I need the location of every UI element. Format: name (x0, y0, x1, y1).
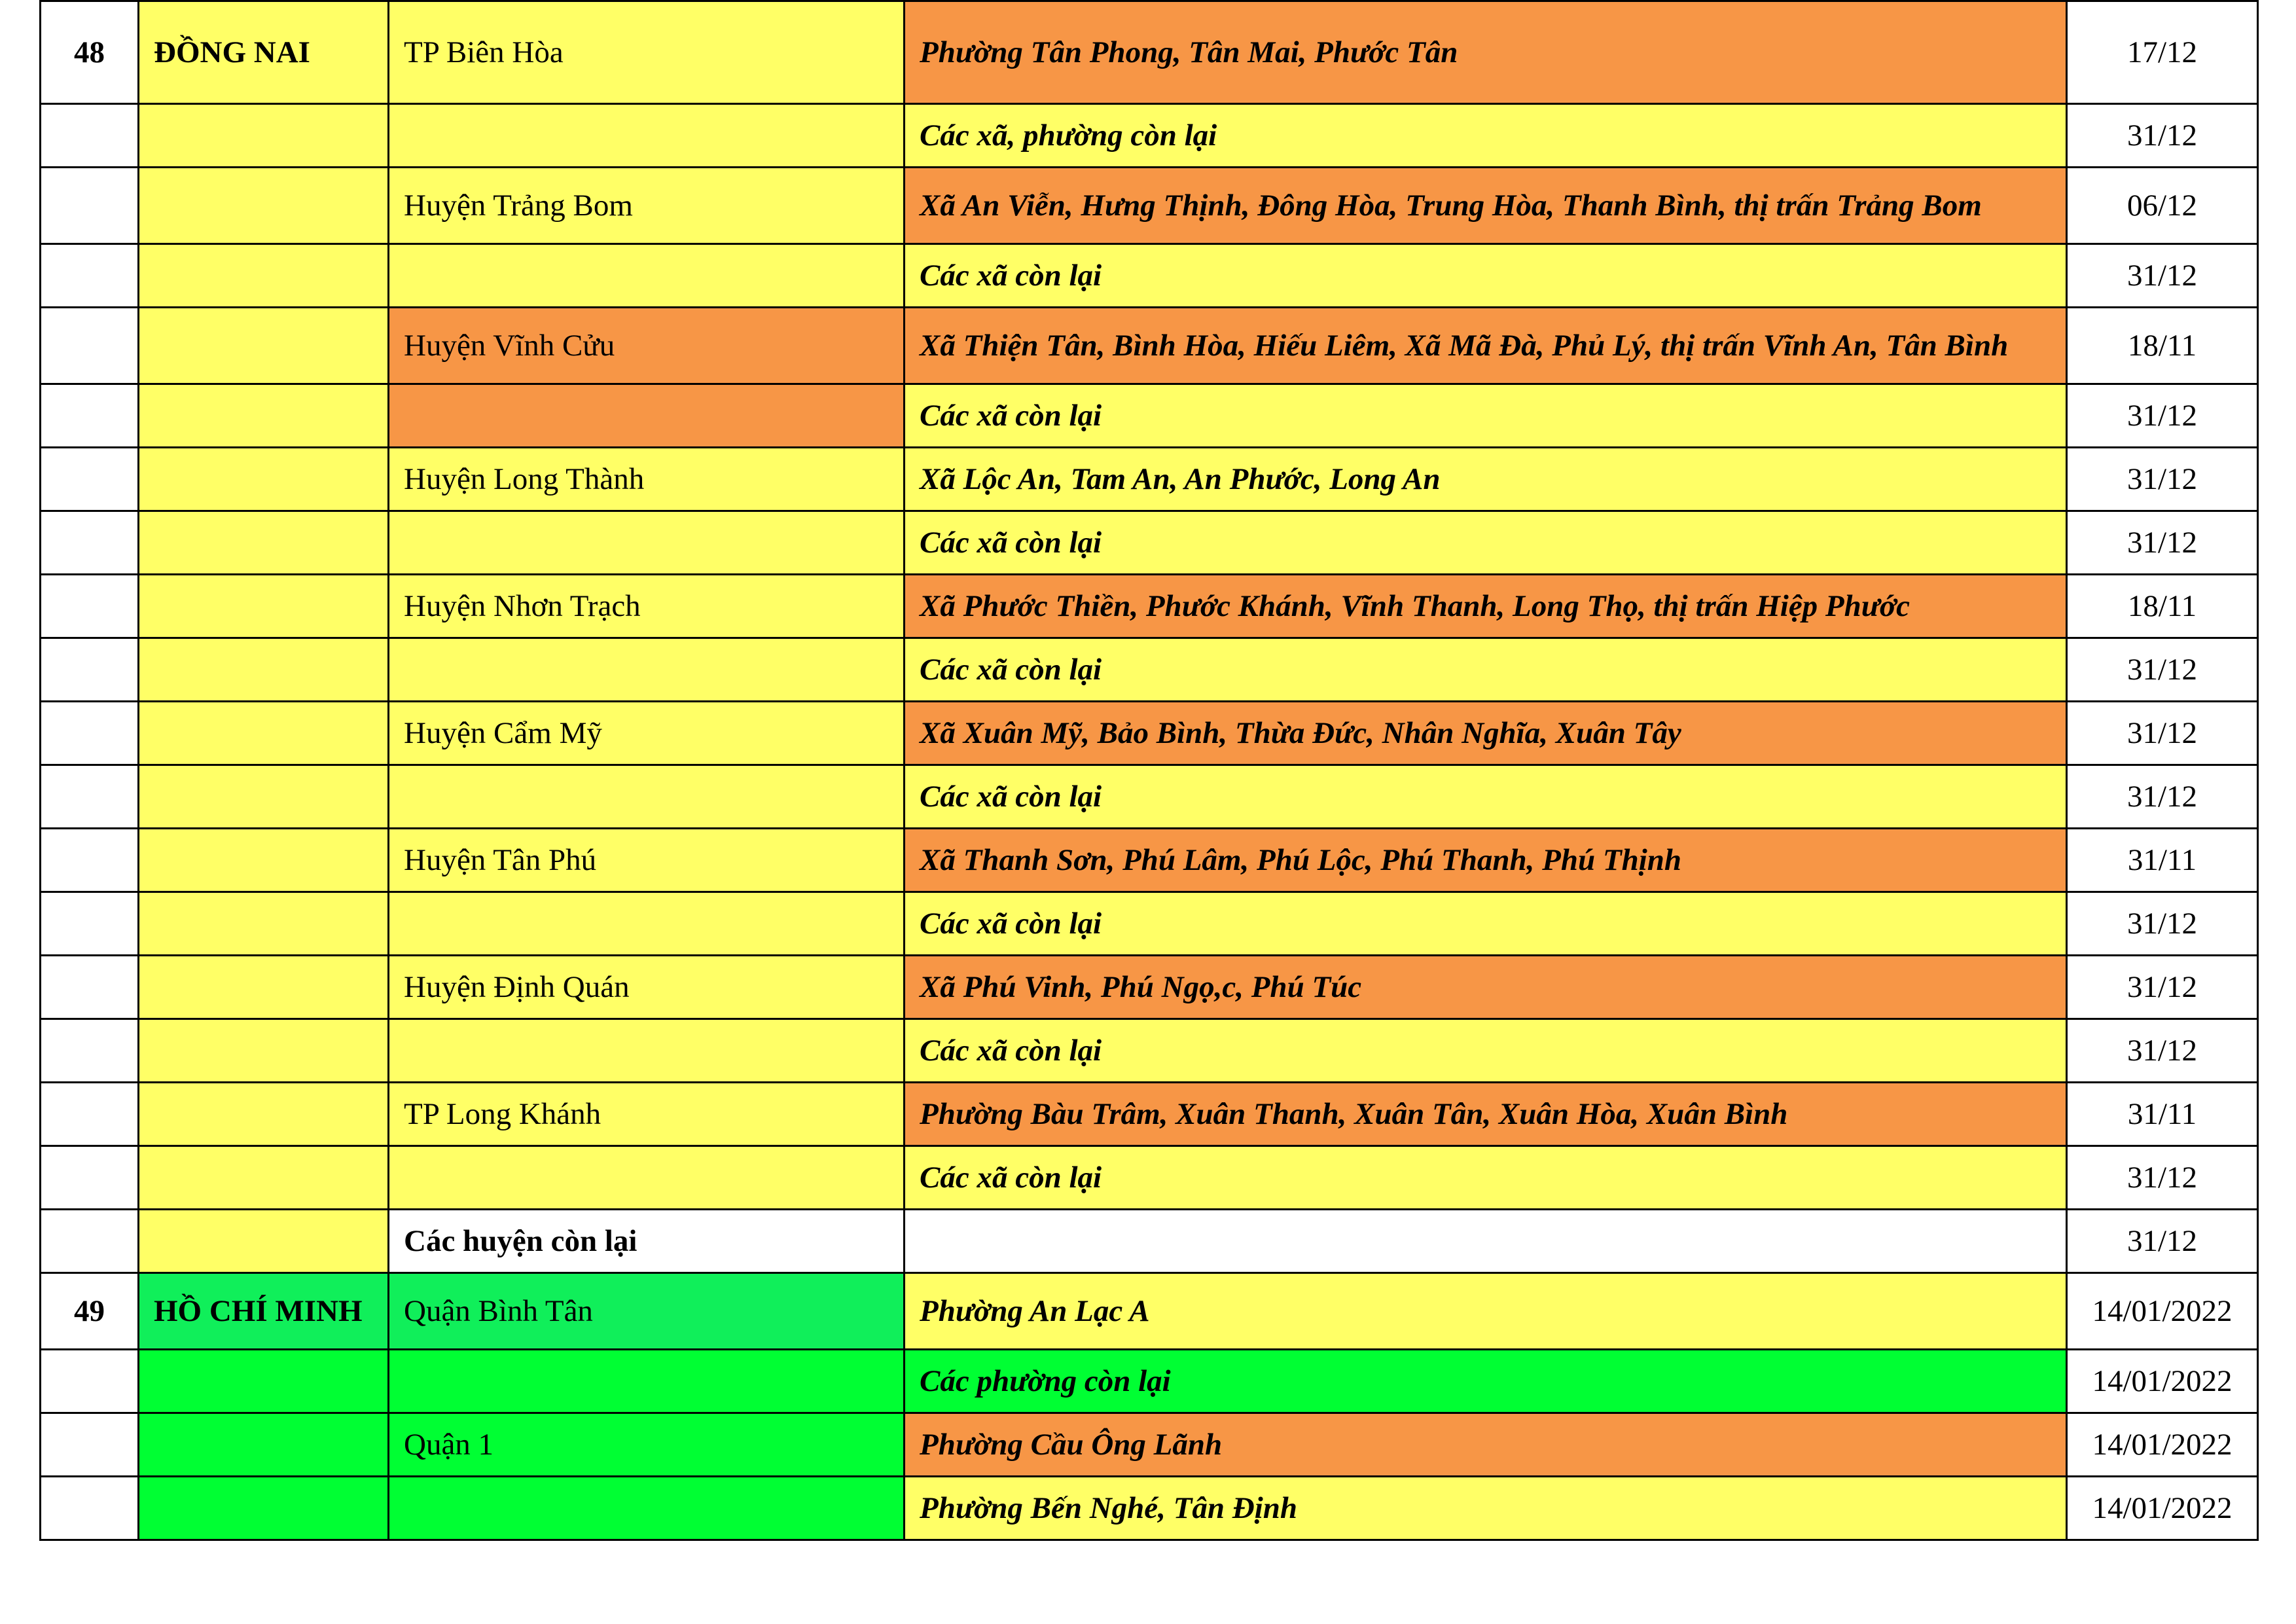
district-cell: Các huyện còn lại (389, 1210, 905, 1273)
table-row (41, 1210, 2258, 1273)
deadline-cell: 31/12 (2067, 384, 2258, 448)
province-cell (139, 448, 389, 511)
ward-cell (905, 1210, 2067, 1273)
deadline-cell: 31/12 (2067, 638, 2258, 702)
deadline-cell: 18/11 (2067, 575, 2258, 638)
deadline-cell: 17/12 (2067, 1, 2258, 104)
province-cell (139, 575, 389, 638)
table-row (41, 638, 2258, 702)
district-cell (389, 384, 905, 448)
province-cell (139, 1019, 389, 1083)
province-cell (139, 892, 389, 956)
table-row (41, 575, 2258, 638)
deadline-cell: 31/12 (2067, 892, 2258, 956)
row-number-cell (41, 1477, 139, 1540)
deadline-cell: 14/01/2022 (2067, 1477, 2258, 1540)
province-cell (139, 1477, 389, 1540)
district-cell (389, 104, 905, 168)
deadline-cell: 31/11 (2067, 1083, 2258, 1146)
ward-cell: Các xã còn lại (905, 892, 2067, 956)
district-cell: Huyện Trảng Bom (389, 168, 905, 244)
ward-cell: Các xã còn lại (905, 1146, 2067, 1210)
ward-cell: Xã Thiện Tân, Bình Hòa, Hiếu Liêm, Xã Mã Đà, Phủ Lý, thị trấn Vĩnh An, Tân Bình (905, 308, 2067, 384)
province-cell (139, 244, 389, 308)
district-cell: Huyện Nhơn Trạch (389, 575, 905, 638)
ward-cell: Xã Phú Vinh, Phú Ngọ,c, Phú Túc (905, 956, 2067, 1019)
deadline-cell: 31/12 (2067, 1210, 2258, 1273)
province-cell: ĐỒNG NAI (139, 1, 389, 104)
ward-cell: Phường Cầu Ông Lãnh (905, 1413, 2067, 1477)
table-row (41, 765, 2258, 829)
district-cell: TP Biên Hòa (389, 1, 905, 104)
ward-cell: Xã Xuân Mỹ, Bảo Bình, Thừa Đức, Nhân Nghĩa, Xuân Tây (905, 702, 2067, 765)
deadline-cell: 14/01/2022 (2067, 1273, 2258, 1350)
deadline-cell: 31/12 (2067, 448, 2258, 511)
row-number-cell (41, 956, 139, 1019)
ward-cell: Phường Tân Phong, Tân Mai, Phước Tân (905, 1, 2067, 104)
province-cell (139, 308, 389, 384)
table-row (41, 829, 2258, 892)
district-cell: Huyện Long Thành (389, 448, 905, 511)
row-number-cell: 48 (41, 1, 139, 104)
row-number-cell (41, 448, 139, 511)
table-row (41, 892, 2258, 956)
ward-cell: Phường Bàu Trâm, Xuân Thanh, Xuân Tân, Xuân Hòa, Xuân Bình (905, 1083, 2067, 1146)
district-cell (389, 1146, 905, 1210)
ward-cell: Xã Thanh Sơn, Phú Lâm, Phú Lộc, Phú Thanh, Phú Thịnh (905, 829, 2067, 892)
ward-cell: Các xã còn lại (905, 244, 2067, 308)
deadline-cell: 06/12 (2067, 168, 2258, 244)
row-number-cell (41, 892, 139, 956)
ward-cell: Xã Phước Thiền, Phước Khánh, Vĩnh Thanh, Long Thọ, thị trấn Hiệp Phước (905, 575, 2067, 638)
table-row (41, 702, 2258, 765)
deadline-cell: 31/12 (2067, 1146, 2258, 1210)
province-cell (139, 384, 389, 448)
province-cell (139, 168, 389, 244)
zone-schedule-table (39, 0, 2259, 1541)
province-cell (139, 1083, 389, 1146)
table-row (41, 168, 2258, 244)
ward-cell: Xã An Viễn, Hưng Thịnh, Đông Hòa, Trung Hòa, Thanh Bình, thị trấn Trảng Bom (905, 168, 2067, 244)
table-row (41, 1019, 2258, 1083)
deadline-cell: 31/12 (2067, 702, 2258, 765)
ward-cell: Các xã, phường còn lại (905, 104, 2067, 168)
table-row (41, 1413, 2258, 1477)
province-cell (139, 829, 389, 892)
deadline-cell: 31/12 (2067, 1019, 2258, 1083)
deadline-cell: 31/12 (2067, 956, 2258, 1019)
table-row (41, 104, 2258, 168)
row-number-cell (41, 1413, 139, 1477)
district-cell: Huyện Cẩm Mỹ (389, 702, 905, 765)
province-cell (139, 1413, 389, 1477)
row-number-cell (41, 1019, 139, 1083)
province-cell (139, 765, 389, 829)
ward-cell: Các xã còn lại (905, 511, 2067, 575)
row-number-cell (41, 1083, 139, 1146)
row-number-cell (41, 308, 139, 384)
table-row (41, 1477, 2258, 1540)
province-cell (139, 1350, 389, 1413)
district-cell: Quận Bình Tân (389, 1273, 905, 1350)
district-cell (389, 892, 905, 956)
district-cell: Huyện Định Quán (389, 956, 905, 1019)
district-cell: Quận 1 (389, 1413, 905, 1477)
table-row (41, 511, 2258, 575)
deadline-cell: 14/01/2022 (2067, 1413, 2258, 1477)
table-row (41, 308, 2258, 384)
ward-cell: Phường Bến Nghé, Tân Định (905, 1477, 2067, 1540)
table-row (41, 384, 2258, 448)
row-number-cell (41, 384, 139, 448)
province-cell (139, 638, 389, 702)
province-cell (139, 702, 389, 765)
row-number-cell (41, 511, 139, 575)
province-cell (139, 1210, 389, 1273)
table-row (41, 1146, 2258, 1210)
table-row (41, 1350, 2258, 1413)
deadline-cell: 31/12 (2067, 765, 2258, 829)
ward-cell: Các xã còn lại (905, 638, 2067, 702)
table-row (41, 1, 2258, 104)
district-cell (389, 1477, 905, 1540)
province-cell (139, 511, 389, 575)
row-number-cell (41, 1146, 139, 1210)
table-row (41, 448, 2258, 511)
ward-cell: Các xã còn lại (905, 384, 2067, 448)
province-cell: HỒ CHÍ MINH (139, 1273, 389, 1350)
ward-cell: Các xã còn lại (905, 1019, 2067, 1083)
district-cell: TP Long Khánh (389, 1083, 905, 1146)
district-cell (389, 1350, 905, 1413)
row-number-cell (41, 1350, 139, 1413)
table-row (41, 1273, 2258, 1350)
table-row (41, 244, 2258, 308)
province-cell (139, 1146, 389, 1210)
table-row (41, 956, 2258, 1019)
province-cell (139, 956, 389, 1019)
deadline-cell: 14/01/2022 (2067, 1350, 2258, 1413)
district-cell (389, 638, 905, 702)
row-number-cell (41, 1210, 139, 1273)
table-row (41, 1083, 2258, 1146)
district-cell (389, 511, 905, 575)
row-number-cell (41, 765, 139, 829)
deadline-cell: 31/12 (2067, 511, 2258, 575)
district-cell (389, 1019, 905, 1083)
row-number-cell (41, 575, 139, 638)
district-cell: Huyện Tân Phú (389, 829, 905, 892)
row-number-cell (41, 168, 139, 244)
row-number-cell (41, 638, 139, 702)
row-number-cell (41, 829, 139, 892)
district-cell: Huyện Vĩnh Cửu (389, 308, 905, 384)
deadline-cell: 31/12 (2067, 104, 2258, 168)
ward-cell: Xã Lộc An, Tam An, An Phước, Long An (905, 448, 2067, 511)
row-number-cell (41, 244, 139, 308)
deadline-cell: 31/12 (2067, 244, 2258, 308)
row-number-cell: 49 (41, 1273, 139, 1350)
row-number-cell (41, 702, 139, 765)
ward-cell: Các phường còn lại (905, 1350, 2067, 1413)
ward-cell: Các xã còn lại (905, 765, 2067, 829)
ward-cell: Phường An Lạc A (905, 1273, 2067, 1350)
district-cell (389, 765, 905, 829)
province-cell (139, 104, 389, 168)
district-cell (389, 244, 905, 308)
row-number-cell (41, 104, 139, 168)
deadline-cell: 18/11 (2067, 308, 2258, 384)
deadline-cell: 31/11 (2067, 829, 2258, 892)
